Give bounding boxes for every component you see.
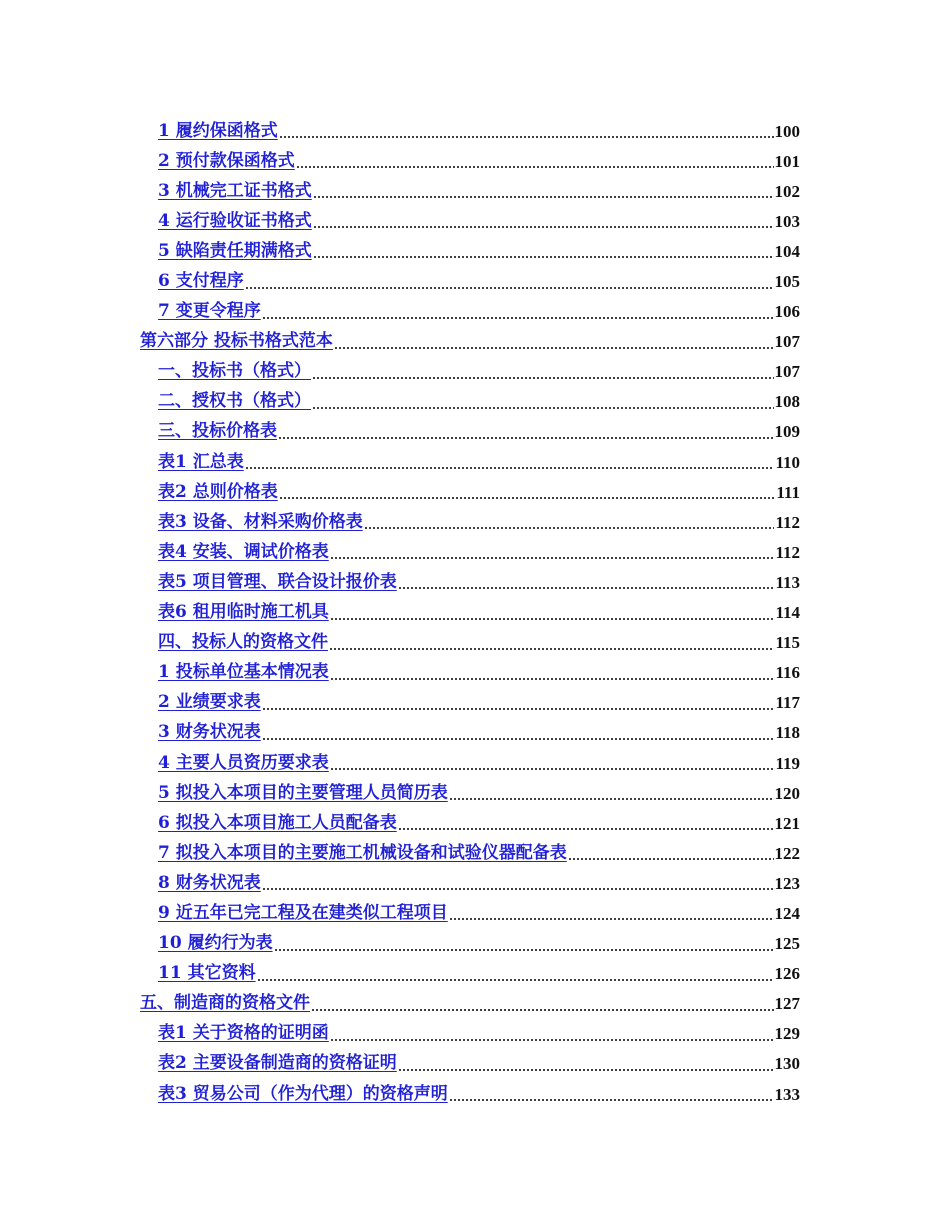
toc-entry-title-link[interactable]: 1 履约保函格式: [158, 120, 278, 141]
toc-page-number: 126: [774, 964, 800, 984]
toc-dot-leader: [279, 136, 774, 138]
toc-page-number: 104: [774, 241, 800, 261]
toc-entry[interactable]: [0, 778, 950, 808]
toc-dot-leader: [330, 678, 775, 680]
toc-page-number: 119: [775, 753, 800, 773]
toc-entry-title-link[interactable]: 第六部分 投标书格式范本: [140, 331, 333, 352]
toc-entry-title-link[interactable]: 6 拟投入本项目施工人员配备表: [158, 812, 397, 833]
toc-entry-title-link[interactable]: 6 支付程序: [158, 271, 244, 292]
toc-entry-title-link[interactable]: 四、投标人的资格文件: [158, 632, 328, 653]
table-of-contents: [0, 116, 950, 1109]
toc-entry-title-link[interactable]: 表1 关于资格的证明函: [158, 1023, 329, 1044]
toc-page-number: 111: [776, 482, 800, 502]
toc-entry[interactable]: [0, 688, 950, 718]
toc-page-number: 125: [774, 934, 800, 954]
toc-entry-title-link[interactable]: 五、制造商的资格文件: [140, 993, 310, 1014]
toc-page-number: 112: [775, 542, 800, 562]
toc-dot-leader: [313, 196, 774, 198]
toc-dot-leader: [274, 949, 774, 951]
toc-page-number: 112: [775, 512, 800, 532]
toc-entry[interactable]: [0, 1019, 950, 1049]
toc-page-number: 123: [774, 873, 800, 893]
toc-page-number: 109: [774, 422, 800, 442]
toc-page-number: 124: [774, 903, 800, 923]
toc-dot-leader: [330, 618, 775, 620]
toc-dot-leader: [568, 858, 774, 860]
toc-page-number: 127: [774, 994, 800, 1014]
toc-entry-title-link[interactable]: 二、授权书（格式）: [158, 391, 311, 412]
toc-entry[interactable]: [0, 598, 950, 628]
toc-entry[interactable]: [0, 116, 950, 146]
toc-dot-leader: [262, 708, 775, 710]
toc-entry[interactable]: [0, 507, 950, 537]
toc-dot-leader: [257, 979, 774, 981]
toc-entry-title-link[interactable]: 11 其它资料: [158, 963, 256, 984]
toc-page-number: 107: [774, 332, 800, 352]
toc-page-number: 106: [774, 302, 800, 322]
toc-dot-leader: [312, 377, 774, 379]
toc-dot-leader: [262, 738, 775, 740]
toc-dot-leader: [262, 317, 774, 319]
toc-dot-leader: [398, 587, 775, 589]
toc-page-number: 101: [774, 151, 800, 171]
toc-entry-title-link[interactable]: 表2 总则价格表: [158, 481, 278, 502]
toc-page-number: 107: [774, 362, 800, 382]
toc-entry[interactable]: [0, 1049, 950, 1079]
toc-entry[interactable]: [0, 929, 950, 959]
toc-entry[interactable]: [0, 206, 950, 236]
toc-entry[interactable]: [0, 628, 950, 658]
toc-page-number: 118: [775, 723, 800, 743]
toc-entry[interactable]: [0, 387, 950, 417]
toc-dot-leader: [262, 888, 774, 890]
toc-entry[interactable]: [0, 959, 950, 989]
toc-entry[interactable]: [0, 447, 950, 477]
toc-entry-title-link[interactable]: 表3 设备、材料采购价格表: [158, 511, 363, 532]
toc-entry-title-link[interactable]: 一、投标书（格式）: [158, 361, 311, 382]
toc-dot-leader: [296, 166, 774, 168]
toc-page-number: 133: [774, 1084, 800, 1104]
toc-dot-leader: [245, 467, 775, 469]
toc-entry-title-link[interactable]: 表4 安装、调试价格表: [158, 541, 329, 562]
toc-page-number: 129: [774, 1024, 800, 1044]
toc-dot-leader: [279, 497, 776, 499]
toc-dot-leader: [329, 648, 774, 650]
toc-entry-title-link[interactable]: 2 预付款保函格式: [158, 150, 295, 171]
toc-dot-leader: [311, 1009, 774, 1011]
toc-entry-title-link[interactable]: 三、投标价格表: [158, 421, 277, 442]
toc-entry[interactable]: [0, 1079, 950, 1109]
toc-dot-leader: [330, 557, 775, 559]
toc-entry[interactable]: [0, 357, 950, 387]
toc-entry-title-link[interactable]: 7 拟投入本项目的主要施工机械设备和试验仪器配备表: [158, 842, 567, 863]
toc-dot-leader: [364, 527, 775, 529]
toc-entry[interactable]: [0, 266, 950, 296]
toc-entry-title-link[interactable]: 9 近五年已完工程及在建类似工程项目: [158, 902, 448, 923]
toc-entry-title-link[interactable]: 表5 项目管理、联合设计报价表: [158, 571, 397, 592]
toc-entry[interactable]: [0, 537, 950, 567]
toc-dot-leader: [330, 768, 775, 770]
toc-page-number: 130: [774, 1054, 800, 1074]
toc-page-number: 117: [775, 693, 800, 713]
toc-dot-leader: [449, 1099, 774, 1101]
toc-entry-title-link[interactable]: 表2 主要设备制造商的资格证明: [158, 1053, 397, 1074]
toc-entry[interactable]: [0, 297, 950, 327]
toc-entry-title-link[interactable]: 表1 汇总表: [158, 451, 244, 472]
toc-dot-leader: [245, 287, 774, 289]
toc-page-number: 103: [774, 211, 800, 231]
toc-entry[interactable]: [0, 808, 950, 838]
toc-entry[interactable]: [0, 176, 950, 206]
toc-dot-leader: [398, 828, 774, 830]
toc-entry[interactable]: [0, 327, 950, 357]
toc-dot-leader: [312, 407, 774, 409]
toc-entry-title-link[interactable]: 1 投标单位基本情况表: [158, 662, 329, 683]
toc-entry-title-link[interactable]: 表6 租用临时施工机具: [158, 602, 329, 623]
toc-page-number: 113: [775, 572, 800, 592]
toc-entry-title-link[interactable]: 4 运行验收证书格式: [158, 210, 312, 231]
toc-page-number: 122: [774, 843, 800, 863]
toc-entry[interactable]: [0, 868, 950, 898]
toc-dot-leader: [330, 1039, 774, 1041]
toc-entry[interactable]: [0, 567, 950, 597]
toc-dot-leader: [449, 798, 774, 800]
toc-entry[interactable]: [0, 748, 950, 778]
toc-entry-title-link[interactable]: 2 业绩要求表: [158, 692, 261, 713]
toc-entry-title-link[interactable]: 表3 贸易公司（作为代理）的资格声明: [158, 1083, 448, 1104]
toc-entry-title-link[interactable]: 5 缺陷责任期满格式: [158, 240, 312, 261]
toc-entry[interactable]: [0, 417, 950, 447]
toc-entry[interactable]: [0, 477, 950, 507]
toc-entry[interactable]: [0, 718, 950, 748]
toc-page-number: 102: [774, 181, 800, 201]
toc-dot-leader: [313, 256, 774, 258]
toc-page-number: 100: [774, 121, 800, 141]
toc-page-number: 115: [775, 633, 800, 653]
toc-entry-title-link[interactable]: 4 主要人员资历要求表: [158, 752, 329, 773]
toc-entry[interactable]: [0, 838, 950, 868]
toc-dot-leader: [278, 437, 774, 439]
toc-entry[interactable]: [0, 236, 950, 266]
toc-page-number: 114: [775, 603, 800, 623]
toc-entry-title-link[interactable]: 8 财务状况表: [158, 872, 261, 893]
toc-entry-title-link[interactable]: 5 拟投入本项目的主要管理人员简历表: [158, 782, 448, 803]
toc-entry-title-link[interactable]: 3 财务状况表: [158, 722, 261, 743]
toc-dot-leader: [313, 226, 774, 228]
toc-dot-leader: [334, 347, 774, 349]
toc-page-number: 120: [774, 783, 800, 803]
toc-entry-title-link[interactable]: 10 履约行为表: [158, 933, 273, 954]
toc-entry-title-link[interactable]: 3 机械完工证书格式: [158, 180, 312, 201]
toc-entry[interactable]: [0, 658, 950, 688]
toc-dot-leader: [398, 1069, 774, 1071]
toc-page-number: 105: [774, 272, 800, 292]
toc-page-number: 110: [775, 452, 800, 472]
toc-page-number: 108: [774, 392, 800, 412]
toc-page-number: 121: [774, 813, 800, 833]
toc-entry-title-link[interactable]: 7 变更令程序: [158, 301, 261, 322]
toc-entry[interactable]: [0, 146, 950, 176]
toc-page-number: 116: [775, 663, 800, 683]
toc-entry[interactable]: [0, 989, 950, 1019]
toc-entry[interactable]: [0, 898, 950, 928]
toc-dot-leader: [449, 918, 774, 920]
